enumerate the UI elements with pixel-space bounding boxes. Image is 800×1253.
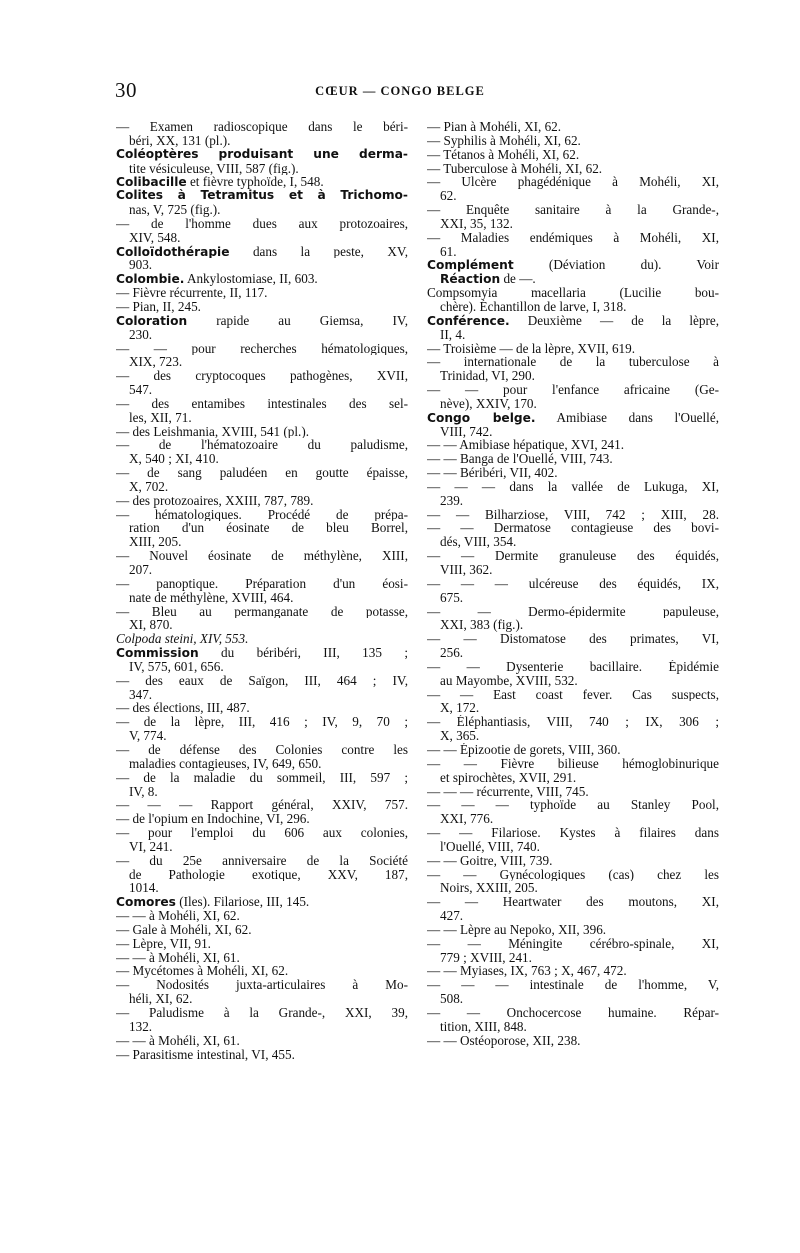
index-headword: Colombie. — [116, 272, 185, 287]
index-line: V, 774. — [129, 729, 167, 743]
index-line — [116, 245, 408, 259]
index-line: — — Amibiase hépatique, XVI, 241. — [427, 438, 625, 453]
index-line: héli, XI, 62. — [129, 992, 193, 1006]
index-line: l'Ouellé, VIII, 740. — [440, 839, 540, 854]
index-line: Coléoptères produisant une derma- — [116, 147, 408, 161]
index-line: — Tuberculose à Mohéli, XI, 62. — [427, 161, 603, 176]
index-entry-text: de —. — [500, 272, 536, 287]
index-line: au Mayombe, XVIII, 532. — [440, 673, 578, 688]
index-line: — des élections, III, 487. — [116, 701, 250, 716]
index-line: — — Heartwater des moutons, XI, — [427, 895, 719, 910]
index-line: — — Lèpre au Nepoko, XII, 396. — [427, 922, 607, 937]
index-line: — Fièvre récurrente, II, 117. — [116, 286, 268, 300]
index-line: — de l'hématozoaire du paludisme, — [116, 438, 408, 453]
index-line: — panoptique. Préparation d'un éosi- — [116, 576, 408, 591]
index-line: — — — intestinale de l'homme, V, — [427, 978, 719, 993]
index-line: béri, XX, 131 (pl.). — [129, 133, 231, 148]
index-line: — — — ulcéreuse des équidés, IX, — [427, 576, 719, 591]
index-line: — — à Mohéli, XI, 61. — [116, 1033, 240, 1048]
index-line: — — Fièvre bilieuse hémoglobinurique — [427, 756, 719, 771]
index-line: — — à Mohéli, XI, 62. — [116, 909, 240, 923]
index-line: XIII, 205. — [129, 535, 182, 550]
index-entry-text: Deuxième — de la lèpre, — [509, 313, 719, 328]
index-line: XIV, 548. — [129, 230, 181, 245]
index-line: 675. — [440, 590, 464, 605]
index-line — [116, 314, 408, 328]
index-line: — des protozoaires, XXIII, 787, 789. — [116, 493, 314, 508]
index-line: — — — récurrente, VIII, 745. — [427, 784, 589, 799]
index-line: Trinidad, VI, 290. — [440, 369, 535, 384]
index-line: — des entamibes intestinales des sel- — [116, 396, 408, 411]
index-line: — de la lèpre, III, 416 ; IV, 9, 70 ; — [116, 715, 408, 730]
index-line: — — Banga de l'Ouellé, VIII, 743. — [427, 452, 613, 467]
index-line: 547. — [129, 383, 153, 397]
index-line — [116, 895, 408, 909]
index-entry-text: et fièvre typhoïde, I, 548. — [186, 175, 324, 190]
index-line: — des eaux de Saïgon, III, 464 ; IV, — [116, 673, 408, 688]
index-line: et spirochètes, XVII, 291. — [440, 770, 577, 785]
index-line: 62. — [440, 189, 457, 204]
running-head: CŒUR — CONGO BELGE — [315, 84, 485, 98]
page-number: 30 — [115, 78, 137, 102]
index-line — [427, 272, 719, 286]
index-line: X, 702. — [129, 479, 169, 494]
index-headword: Coloration — [116, 313, 188, 328]
index-line: — — Onchocercose humaine. Répar- — [427, 1006, 719, 1020]
index-line — [427, 314, 719, 328]
index-line: — — — typhoïde au Stanley Pool, — [427, 798, 719, 813]
index-line: — Nodosités juxta-articulaires à Mo- — [116, 978, 408, 993]
index-line: — Maladies endémiques à Mohéli, XI, — [427, 230, 719, 245]
index-line: 1014. — [129, 881, 159, 896]
index-line: II, 4. — [440, 327, 466, 342]
index-line: 779 ; XVIII, 241. — [440, 950, 532, 965]
index-line — [116, 646, 408, 660]
index-line: VIII, 742. — [440, 424, 493, 439]
index-column-left — [116, 120, 408, 1061]
index-line: XI, 870. — [129, 618, 173, 633]
index-headword: Colibacille — [116, 175, 187, 190]
index-line: — de l'opium en Indochine, VI, 296. — [116, 812, 310, 827]
index-line: — — Épizootie de gorets, VIII, 360. — [427, 742, 621, 757]
index-line: — Parasitisme intestinal, VI, 455. — [116, 1047, 295, 1062]
index-line: — — Filariose. Kystes à filaires dans — [427, 826, 719, 840]
index-line: tite vésiculeuse, VIII, 587 (fig.). — [129, 161, 299, 176]
index-line: — Enquête sanitaire à la Grande-, — [427, 203, 719, 217]
index-line: nève), XXIV, 170. — [440, 396, 537, 411]
index-line: — de l'homme dues aux protozoaires, — [116, 216, 408, 231]
index-line: XXI, 383 (fig.). — [440, 618, 524, 633]
index-line: IV, 8. — [129, 784, 158, 799]
index-line — [427, 411, 719, 425]
index-line: tition, XIII, 848. — [440, 1019, 527, 1034]
index-line: — internationale de la tuberculose à — [427, 355, 719, 370]
index-line: — — — dans la vallée de Lukuga, XI, — [427, 479, 719, 494]
index-line: 508. — [440, 992, 464, 1006]
index-line: — — Bilharziose, VIII, 742 ; XIII, 28. — [427, 507, 719, 522]
index-line: — Examen radioscopique dans le béri- — [116, 120, 408, 134]
index-line: — Éléphantiasis, VIII, 740 ; IX, 306 ; — [427, 715, 719, 730]
index-line: — Paludisme à la Grande-, XXI, 39, — [116, 1006, 408, 1020]
index-line — [427, 258, 719, 272]
index-line: 903. — [129, 258, 153, 273]
index-line: — — Dermatose contagieuse des bovi- — [427, 521, 719, 536]
index-line: — — Myiases, IX, 763 ; X, 467, 472. — [427, 964, 627, 979]
index-line — [116, 272, 408, 286]
index-line: X, 540 ; XI, 410. — [129, 452, 219, 467]
index-line: Compsomyia macellaria (Lucilie bou- — [427, 286, 719, 300]
index-line: — — Béribéri, VII, 402. — [427, 466, 558, 480]
index-line: nate de méthylène, XVIII, 464. — [129, 590, 294, 605]
index-line: ration d'un éosinate de bleu Borrel, — [129, 521, 408, 536]
index-line: 207. — [129, 563, 153, 577]
index-line: XIX, 723. — [129, 355, 183, 370]
index-line: — des Leishmania, XVIII, 541 (pl.). — [116, 424, 310, 439]
index-line: VIII, 362. — [440, 563, 493, 577]
index-line: — — pour recherches hématologiques, — [116, 341, 408, 356]
index-line: chère). Échantillon de larve, I, 318. — [440, 299, 627, 314]
index-line: — Mycétomes à Mohéli, XI, 62. — [116, 964, 289, 979]
index-line: — Nouvel éosinate de méthylène, XIII, — [116, 549, 408, 563]
index-line: — — East coast fever. Cas suspects, — [427, 687, 719, 702]
index-line: 61. — [440, 244, 457, 259]
index-line: — Pian, II, 245. — [116, 299, 201, 314]
index-entry-text: (Déviation du). Voir — [513, 258, 719, 273]
index-line — [116, 175, 408, 189]
index-line: — — — Rapport général, XXIV, 757. — [116, 798, 408, 813]
index-line: — Bleu au permanganate de potasse, — [116, 604, 408, 619]
index-line: — — Méningite cérébro-spinale, XI, — [427, 936, 719, 951]
index-column-right — [427, 120, 719, 1048]
index-line: dés, VIII, 354. — [440, 535, 517, 550]
index-headword: Réaction — [440, 272, 501, 287]
index-line: — Tétanos à Mohéli, XI, 62. — [427, 147, 580, 162]
index-entry-text: (Iles). Filariose, III, 145. — [175, 895, 310, 910]
index-line: Colites à Tetramitus et à Trichomo- — [116, 189, 408, 203]
index-line: — Syphilis à Mohéli, XI, 62. — [427, 133, 581, 148]
index-line: — — Distomatose des primates, VI, — [427, 632, 719, 647]
index-line: X, 365. — [440, 729, 480, 743]
index-line: nas, V, 725 (fig.). — [129, 203, 221, 217]
index-line: XXI, 776. — [440, 812, 494, 827]
index-line: — Pian à Mohéli, XI, 62. — [427, 120, 562, 134]
index-line: — — à Mohéli, XI, 61. — [116, 950, 240, 965]
index-line: — — Goitre, VIII, 739. — [427, 853, 553, 868]
index-line: Noirs, XXIII, 205. — [440, 881, 538, 896]
index-entry-text: dans la peste, XV, — [229, 244, 408, 259]
index-line: — hématologiques. Procédé de prépa- — [116, 507, 408, 522]
index-line: — pour l'emploi du 606 aux colonies, — [116, 826, 408, 840]
index-entry-text: Ankylostomiase, II, 603. — [184, 272, 318, 287]
index-line: 132. — [129, 1019, 153, 1034]
index-line: de Pathologie exotique, XXV, 187, — [129, 867, 408, 882]
index-line: les, XII, 71. — [129, 410, 192, 425]
index-line: 256. — [440, 646, 464, 660]
index-line: IV, 575, 601, 656. — [129, 659, 224, 674]
index-headword: Conférence. — [427, 313, 510, 328]
index-line: — — Dermite granuleuse des équidés, — [427, 549, 719, 563]
index-line: — des cryptocoques pathogènes, XVII, — [116, 369, 408, 384]
index-line: — Troisième — de la lèpre, XVII, 619. — [427, 341, 636, 356]
index-line: X, 172. — [440, 701, 480, 716]
index-headword: Colloïdothérapie — [116, 244, 230, 259]
index-line: Colpoda steini, XIV, 553. — [116, 632, 249, 647]
index-headword: Commission — [116, 646, 199, 660]
index-headword: Comores — [116, 895, 176, 910]
index-line: — — Ostéoporose, XII, 238. — [427, 1033, 581, 1048]
index-entry-text: Amibiase dans l'Ouellé, — [535, 410, 719, 425]
index-line: 347. — [129, 687, 153, 702]
index-entry-text: rapide au Giemsa, IV, — [187, 313, 408, 328]
index-line: — — Dermo-épidermite papuleuse, — [427, 604, 719, 619]
index-line: — de la maladie du sommeil, III, 597 ; — [116, 770, 408, 785]
index-line: 239. — [440, 493, 464, 508]
index-headword: Complément — [427, 258, 514, 273]
index-headword: Congo belge. — [427, 410, 536, 425]
index-line: — de sang paludéen en goutte épaisse, — [116, 466, 408, 480]
index-line: VI, 241. — [129, 839, 173, 854]
index-line: — — Gynécologiques (cas) chez les — [427, 867, 719, 882]
index-line: — Gale à Mohéli, XI, 62. — [116, 922, 252, 937]
index-line: maladies contagieuses, IV, 649, 650. — [129, 756, 322, 771]
index-line: — de défense des Colonies contre les — [116, 742, 408, 757]
index-line: 427. — [440, 909, 464, 923]
index-line: — Lèpre, VII, 91. — [116, 936, 211, 951]
index-line: XXI, 35, 132. — [440, 216, 513, 231]
index-line: — — pour l'enfance africaine (Ge- — [427, 383, 719, 397]
index-line: 230. — [129, 327, 153, 342]
index-line: — du 25e anniversaire de la Société — [116, 853, 408, 868]
index-line: — — Dysenterie bacillaire. Épidémie — [427, 659, 719, 674]
index-entry-text: du béribéri, III, 135 ; — [198, 646, 408, 660]
index-line: — Ulcère phagédénique à Mohéli, XI, — [427, 175, 719, 190]
